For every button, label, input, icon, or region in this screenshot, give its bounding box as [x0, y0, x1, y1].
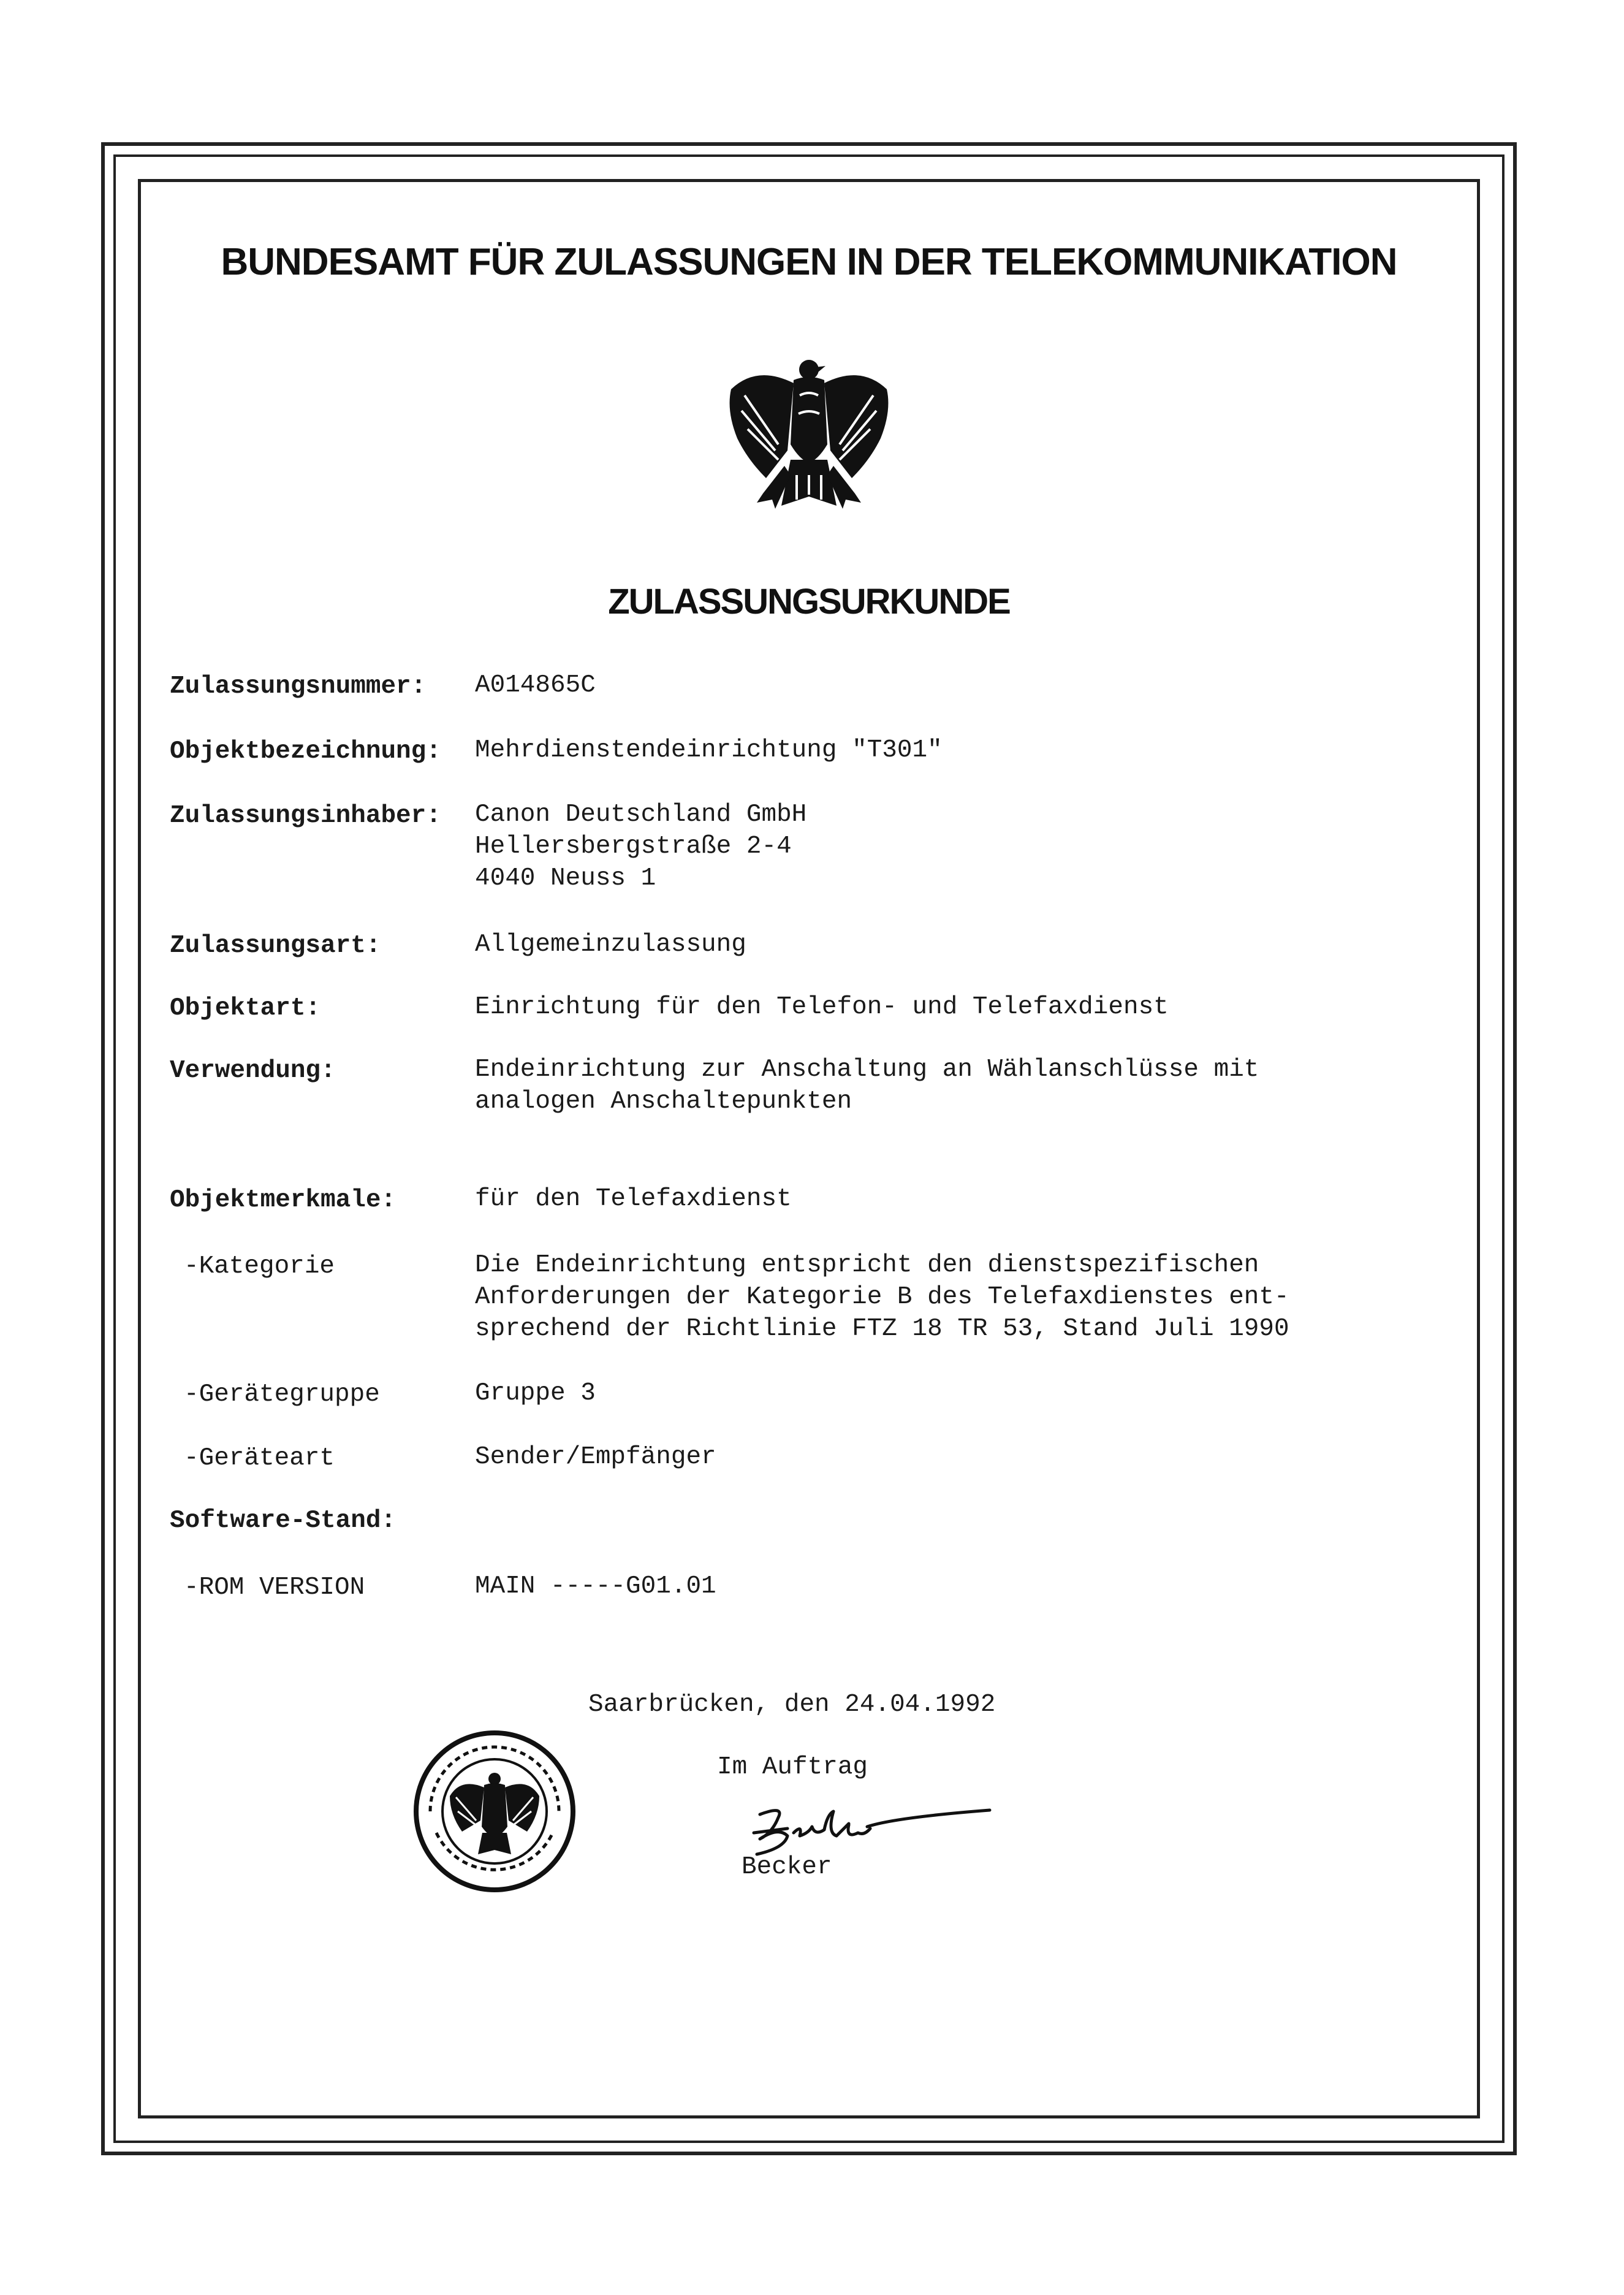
rom-version-label: -ROM VERSION	[184, 1574, 365, 1602]
geraetegruppe-value: Gruppe 3	[475, 1379, 596, 1407]
geraetegruppe-label: -Gerätegruppe	[184, 1380, 380, 1409]
software-stand-label: Software-Stand:	[170, 1507, 397, 1535]
objektart-label: Objektart:	[170, 994, 321, 1022]
official-seal-icon	[412, 1729, 577, 1894]
signer-name: Becker	[742, 1853, 832, 1881]
place-date: Saarbrücken, den 24.04.1992	[588, 1691, 996, 1719]
inhaber-line: Canon Deutschland GmbH	[475, 801, 807, 829]
geraeteart-value: Sender/Empfänger	[475, 1443, 716, 1471]
objektbezeichnung-label: Objektbezeichnung:	[170, 737, 441, 766]
handwritten-signature-icon	[742, 1799, 999, 1860]
zulassungsart-value: Allgemeinzulassung	[475, 931, 746, 959]
verwendung-label: Verwendung:	[170, 1057, 336, 1085]
zulassungsnummer-value: A014865C	[475, 671, 596, 699]
inhaber-line: 4040 Neuss 1	[475, 864, 656, 893]
kategorie-line: Die Endeinrichtung entspricht den dienstspezifischen	[475, 1251, 1259, 1279]
kategorie-label: -Kategorie	[184, 1252, 335, 1281]
objektart-value: Einrichtung für den Telefon- und Telefaxdienst	[475, 993, 1169, 1021]
zulassungsart-label: Zulassungsart:	[170, 932, 381, 960]
document-title: ZULASSUNGSURKUNDE	[608, 582, 1010, 622]
verwendung-line: Endeinrichtung zur Anschaltung an Wählanschlüsse mit	[475, 1056, 1259, 1084]
objektmerkmale-label: Objektmerkmale:	[170, 1186, 397, 1214]
verwendung-line: analogen Anschaltepunkten	[475, 1087, 852, 1116]
verwendung-value	[475, 1054, 1259, 1117]
zulassungsinhaber-label: Zulassungsinhaber:	[170, 802, 441, 830]
geraeteart-label: -Geräteart	[184, 1444, 335, 1472]
kategorie-line: Anforderungen der Kategorie B des Telefaxdienstes ent-	[475, 1283, 1289, 1311]
im-auftrag-text: Im Auftrag	[717, 1753, 868, 1781]
federal-eagle-icon	[720, 352, 898, 527]
agency-heading: BUNDESAMT FÜR ZULASSUNGEN IN DER TELEKOMMUNIKATION	[221, 241, 1397, 283]
rom-version-value: MAIN -----G01.01	[475, 1572, 716, 1600]
objektbezeichnung-value: Mehrdienstendeinrichtung "T301"	[475, 736, 943, 764]
kategorie-value	[475, 1249, 1289, 1345]
zulassungsinhaber-value	[475, 799, 806, 894]
zulassungsnummer-label: Zulassungsnummer:	[170, 672, 427, 701]
inhaber-line: Hellersbergstraße 2-4	[475, 832, 792, 861]
kategorie-line: sprechend der Richtlinie FTZ 18 TR 53, Stand Juli 1990	[475, 1315, 1289, 1343]
objektmerkmale-value: für den Telefaxdienst	[475, 1185, 792, 1213]
